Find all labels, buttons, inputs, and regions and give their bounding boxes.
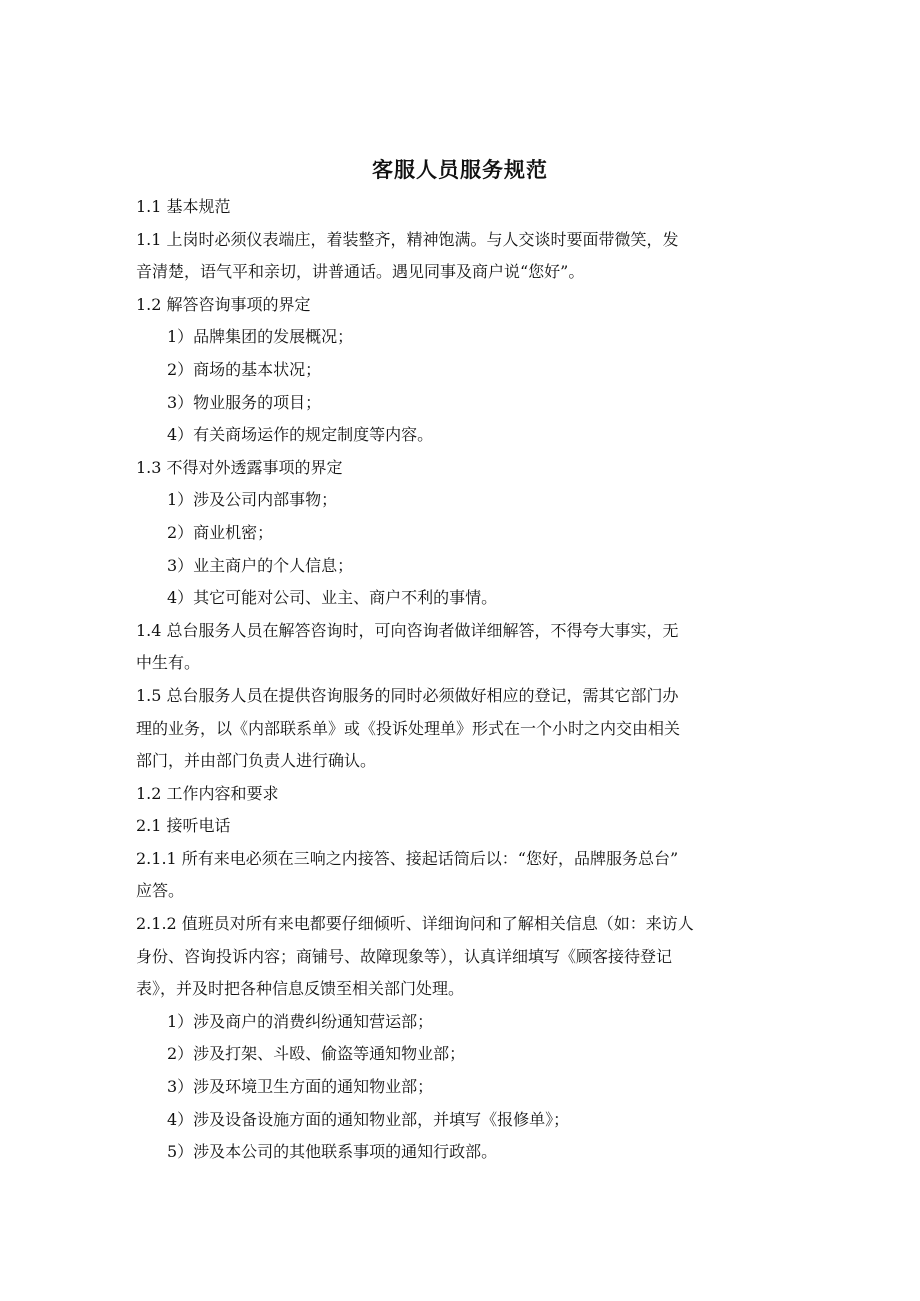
paragraph-line: 应答。 [136, 881, 185, 901]
list-item: 4）涉及设备设施方面的通知物业部，并填写《报修单》； [167, 1109, 570, 1129]
document-body [136, 191, 784, 1169]
paragraph-line: 1.2 解答咨询事项的界定 [136, 294, 311, 314]
paragraph-line: 1.2 工作内容和要求 [136, 783, 279, 803]
paragraph-line: 身份、咨询投诉内容；商铺号、故障现象等），认真详细填写《顾客接待登记 [136, 946, 673, 966]
list-item: 5）涉及本公司的其他联系事项的通知行政部。 [167, 1142, 498, 1162]
paragraph-line: 音清楚，语气平和亲切，讲普通话。遇见同事及商户说“您好”。 [136, 262, 585, 282]
paragraph-line: 2.1.2 值班员对所有来电都要仔细倾听、详细询问和了解相关信息（如：来访人 [136, 914, 694, 934]
paragraph-line: 1.1 上岗时必须仪表端庄，着装整齐，精神饱满。与人交谈时要面带微笑，发 [136, 229, 679, 249]
paragraph-line: 理的业务，以《内部联系单》或《投诉处理单》形式在一个小时之内交由相关 [136, 718, 681, 738]
paragraph-line: 2.1 接听电话 [136, 816, 231, 836]
list-item: 2）商场的基本状况； [167, 359, 322, 379]
list-item: 3）物业服务的项目； [167, 392, 322, 412]
list-item: 3）业主商户的个人信息； [167, 555, 354, 575]
paragraph-line: 1.4 总台服务人员在解答咨询时，可向咨询者做详细解答，不得夸大事实，无 [136, 620, 679, 640]
paragraph-line: 1.1 基本规范 [136, 197, 231, 216]
list-item: 3）涉及环境卫生方面的通知物业部； [167, 1077, 434, 1097]
document-title: 客服人员服务规范 [372, 158, 548, 182]
paragraph-line: 1.3 不得对外透露事项的界定 [136, 457, 343, 477]
paragraph-line: 1.5 总台服务人员在提供咨询服务的同时必须做好相应的登记，需其它部门办 [136, 685, 679, 705]
list-item: 1）品牌集团的发展概况； [167, 327, 354, 347]
paragraph-line: 中生有。 [136, 653, 201, 673]
list-item: 2）涉及打架、斗殴、偷盗等通知物业部； [167, 1044, 466, 1064]
paragraph-line: 表》，并及时把各种信息反馈至相关部门处理。 [136, 979, 465, 999]
list-item: 1）涉及商户的消费纠纷通知营运部； [167, 1011, 434, 1031]
list-item: 4）有关商场运作的规定制度等内容。 [167, 425, 434, 445]
list-item: 1）涉及公司内部事物； [167, 490, 338, 510]
paragraph-line: 2.1.1 所有来电必须在三响之内接答、接起话筒后以：“您好，品牌服务总台” [136, 848, 679, 868]
list-item: 2）商业机密； [167, 522, 274, 542]
list-item: 4）其它可能对公司、业主、商户不利的事情。 [167, 588, 498, 608]
paragraph-line: 部门，并由部门负责人进行确认。 [136, 751, 377, 771]
